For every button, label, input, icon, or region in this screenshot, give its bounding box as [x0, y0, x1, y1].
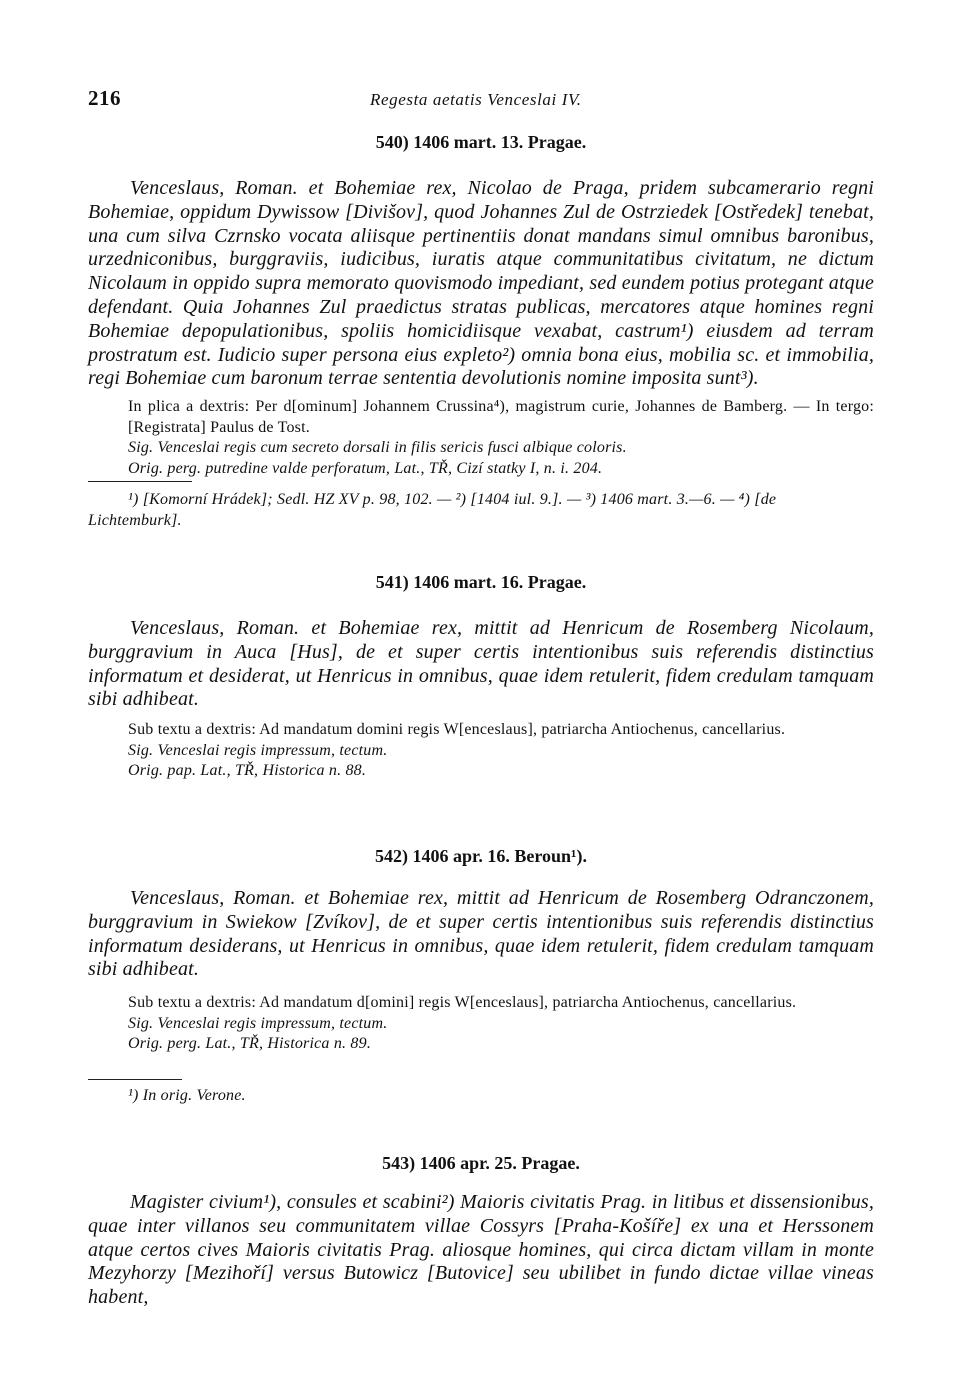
note-seal: Sig. Venceslai regis impressum, tectum. [128, 1014, 388, 1032]
note-original: Orig. pap. Lat., TŘ, Historica n. 88. [128, 762, 367, 779]
entry-title-542: 542) 1406 apr. 16. Beroun¹). [375, 846, 587, 866]
entry-body-541: Venceslaus, Roman. et Bohemiae rex, mittit ad Henricum de Rosemberg Nicolaum, burggravium in Auca [Hus], de et super certis intentionibus suis referendis distinctius informatum et desiderat, ut Henricus in omnibus, quae idem retulerit, fidem credulam tamquam sibi adhibeat. [88, 617, 874, 711]
footnote-rule [88, 481, 192, 482]
footnotes-540: ¹) [Komorní Hrádek]; Sedl. HZ XV p. 98, 102. — ²) [1404 iul. 9.]. — ³) 1406 mart. 3.—6. — ⁴) [de Lichtemburk]. [88, 491, 777, 529]
note-original: Orig. perg. Lat., TŘ, Historica n. 89. [128, 1035, 372, 1052]
entry-notes-540 [88, 397, 874, 479]
note-sub-textu: Sub textu a dextris: Ad mandatum domini regis W[enceslaus], patriarcha Antiochenus, cancellarius. [128, 721, 786, 738]
note-original: Orig. perg. putredine valde perforatum, Lat., TŘ, Cizí statky I, n. i. 204. [128, 459, 603, 477]
entry-title-540: 540) 1406 mart. 13. Pragae. [375, 132, 587, 152]
entry-body-542: Venceslaus, Roman. et Bohemiae rex, mittit ad Henricum de Rosemberg Odranczonem, burggravium in Swiekow [Zvíkov], de et super certis intentionibus suis referendis distinctius informatum desiderans, ut Henricus in omnibus, quae idem retulerit, fidem credulam tamquam sibi adhibeat. [88, 887, 874, 981]
entry-title-541: 541) 1406 mart. 16. Pragae. [375, 572, 587, 592]
entry-notes-542 [88, 993, 874, 1055]
entry-title-543: 543) 1406 apr. 25. Pragae. [382, 1153, 580, 1173]
note-seal: Sig. Venceslai regis cum secreto dorsali in filis sericis fusci albique coloris. [128, 439, 627, 456]
note-sub-textu: Sub textu a dextris: Ad mandatum d[omini] regis W[enceslaus], patriarcha Antiochenus, cancellarius. [128, 994, 797, 1011]
running-title: Regesta aetatis Venceslai IV. [370, 90, 582, 109]
footnote-rule [88, 1079, 182, 1080]
entry-body-540: Venceslaus, Roman. et Bohemiae rex, Nicolao de Praga, pridem subcamerario regni Bohemiae, oppidum Dywissow [Divišov], quod Johannes Zul de Ostrziedek [Ostředek] tenebat, una cum silva Czrnsko vocata aliisque pertinentiis donat mandans simul omnibus baronibus, urzedniconibus, burggraviis, iudicibus, iuratis atque communitatibus civitatum, ne dictum Nicolaum in oppido supra memorato quovismodo impediant, sed eundem potius protegant atque defendant. Quia Johannes Zul praedictus stratas publicas, mercatores atque homines regni Bohemiae depopulationibus, spoliis homicidiisque vexabat, castrum¹) eiusdem ad terram prostratum est. Iudicio super persona eius expleto²) omnia bona eius, mobilia sc. et immobilia, regi Bohemiae cum baronum terrae sententia devolutionis nomine imposita sunt³). [88, 177, 874, 390]
entry-notes-541 [88, 720, 874, 782]
entry-body-543: Magister civium¹), consules et scabini²) Maioris civitatis Prag. in litibus et dissensionibus, quae inter villanos seu communitatem villae Cossyrs [Praha-Košíře] ex una et Herssonem atque certos cives Maioris civitatis Prag. aliosque homines, qui circa dictam villam in monte Mezyhorzy [Mezihoří] versus Butowicz [Butovice] seu ubilibet in fundo dictae villae vineas habent, [88, 1191, 874, 1309]
page-number: 216 [88, 86, 121, 110]
note-seal: Sig. Venceslai regis impressum, tectum. [128, 741, 388, 759]
footnotes-542: ¹) In orig. Verone. [128, 1087, 246, 1104]
note-plica: In plica a dextris: Per d[ominum] Johannem Crussina⁴), magistrum curie, Johannes de Bamberg. — In tergo: [Registrata] Paulus de Tost. [128, 398, 874, 436]
